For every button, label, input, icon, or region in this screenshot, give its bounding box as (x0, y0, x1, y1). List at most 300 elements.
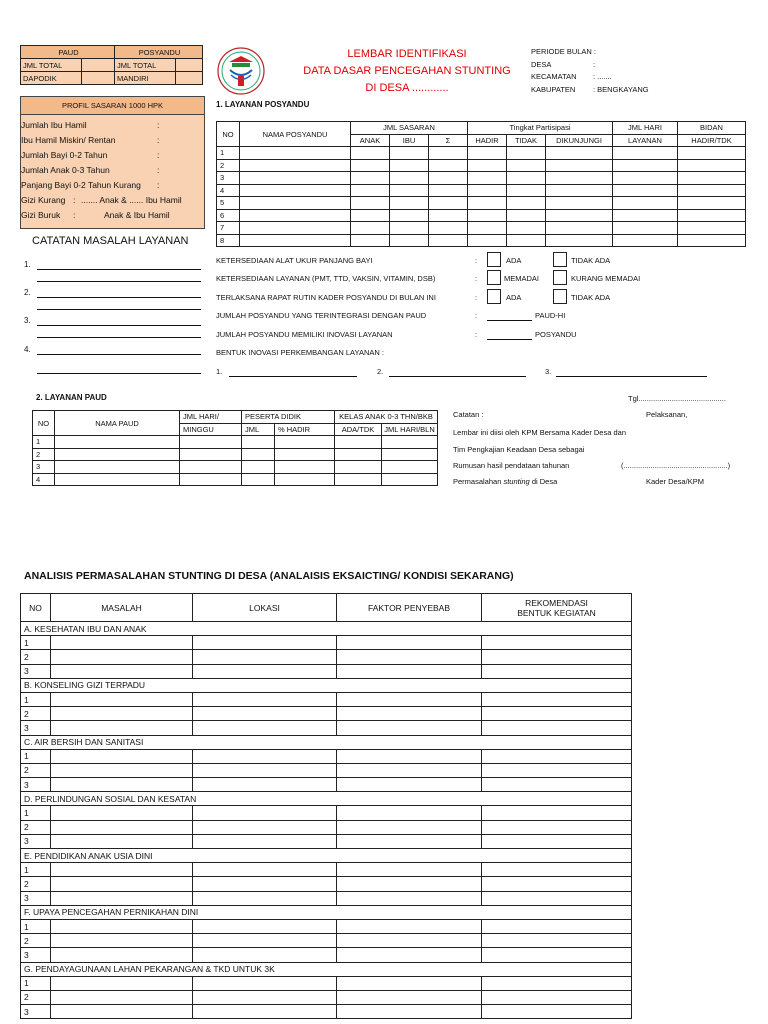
group-title: F. UPAYA PENCEGAHAN PERNIKAHAN DINI (21, 905, 632, 919)
table-cell[interactable] (337, 934, 482, 948)
row-number: 3 (21, 1005, 51, 1019)
table-cell[interactable] (240, 222, 351, 235)
catatan-line[interactable] (37, 325, 201, 326)
row-number: 2 (21, 877, 51, 891)
table-cell[interactable] (193, 721, 337, 735)
table-cell[interactable] (193, 749, 337, 763)
table-cell[interactable] (429, 209, 468, 222)
kemendes-logo-icon (216, 46, 266, 96)
table-cell[interactable] (337, 664, 482, 678)
table-cell[interactable] (429, 184, 468, 197)
table-cell[interactable] (468, 222, 507, 235)
table-cell[interactable] (337, 863, 482, 877)
table-cell[interactable] (337, 749, 482, 763)
row-number: 1 (21, 976, 51, 990)
col-header: NO (217, 122, 240, 147)
table-cell[interactable] (507, 184, 546, 197)
check-option: TIDAK ADA (571, 256, 611, 265)
table-row (21, 919, 632, 933)
table-cell[interactable] (546, 147, 613, 160)
col-header: PESERTA DIDIK (242, 411, 335, 424)
table-cell[interactable] (242, 436, 275, 449)
table-cell[interactable] (51, 1005, 193, 1019)
table-cell[interactable] (337, 692, 482, 706)
table-cell[interactable] (382, 448, 438, 461)
row-number: 3 (21, 721, 51, 735)
table-cell[interactable] (337, 763, 482, 777)
table-cell[interactable] (546, 184, 613, 197)
table-cell[interactable] (613, 184, 678, 197)
table-cell[interactable] (51, 692, 193, 706)
count-input-posyandu[interactable] (487, 339, 532, 340)
table-cell[interactable] (193, 990, 337, 1004)
check-label: TERLAKSANA RAPAT RUTIN KADER POSYANDU DI BULAN INI (216, 293, 436, 302)
table-cell[interactable] (193, 877, 337, 891)
col-header: ADA/TDK (335, 423, 382, 436)
table-cell[interactable] (613, 197, 678, 210)
count-input-paud-hi[interactable] (487, 320, 532, 321)
count-label: JUMLAH POSYANDU MEMILIKI INOVASI LAYANAN (216, 330, 393, 339)
col-header: DIKUNJUNGI (546, 134, 613, 147)
table-cell[interactable] (51, 863, 193, 877)
table-cell[interactable] (482, 976, 632, 990)
table-cell[interactable] (678, 222, 746, 235)
table-cell[interactable] (275, 461, 335, 474)
table-cell[interactable] (51, 948, 193, 962)
table-cell[interactable] (193, 834, 337, 848)
table-row (21, 891, 632, 905)
table-cell[interactable] (240, 234, 351, 247)
table-cell[interactable] (351, 209, 390, 222)
table-cell[interactable] (468, 172, 507, 185)
check-sep: : (475, 274, 478, 283)
table-cell[interactable] (193, 820, 337, 834)
table-cell[interactable] (546, 222, 613, 235)
table-cell[interactable] (351, 197, 390, 210)
table-cell[interactable] (180, 436, 242, 449)
table-cell[interactable] (337, 636, 482, 650)
table-cell[interactable] (678, 234, 746, 247)
table-cell[interactable] (429, 197, 468, 210)
summary-cell: DAPODIK (21, 72, 82, 85)
table-row (33, 461, 438, 474)
row-number: 1 (21, 636, 51, 650)
row-number: 4 (33, 473, 55, 486)
table-cell[interactable] (193, 707, 337, 721)
table-cell[interactable] (546, 234, 613, 247)
summary-input[interactable] (82, 72, 115, 85)
table-cell[interactable] (613, 234, 678, 247)
table-cell[interactable] (482, 721, 632, 735)
table-cell[interactable] (482, 834, 632, 848)
col-header: HADIR/TDK (678, 134, 746, 147)
inovasi-number: 2. (377, 367, 384, 376)
table-cell[interactable] (55, 448, 180, 461)
profil-row: Gizi Buruk : Anak & Ibu Hamil (21, 210, 170, 220)
table-cell[interactable] (482, 948, 632, 962)
col-header: NO (21, 594, 51, 622)
table-cell[interactable] (468, 184, 507, 197)
table-cell[interactable] (337, 778, 482, 792)
table-cell[interactable] (51, 778, 193, 792)
table-cell[interactable] (337, 721, 482, 735)
table-cell[interactable] (482, 664, 632, 678)
table-cell[interactable] (546, 197, 613, 210)
table-cell[interactable] (193, 806, 337, 820)
catatan-line[interactable] (37, 297, 201, 298)
table-cell[interactable] (482, 820, 632, 834)
table-cell[interactable] (240, 184, 351, 197)
inovasi-input[interactable] (389, 376, 526, 377)
table-cell[interactable] (678, 209, 746, 222)
table-cell[interactable] (468, 159, 507, 172)
table-cell[interactable] (507, 197, 546, 210)
col-header: BIDAN (678, 122, 746, 135)
catatan-line[interactable] (37, 337, 201, 338)
row-number: 6 (217, 209, 240, 222)
table-cell[interactable] (240, 197, 351, 210)
table-cell[interactable] (193, 948, 337, 962)
checkbox-ada[interactable] (487, 252, 501, 267)
catatan-title: CATATAN MASALAH LAYANAN (32, 235, 189, 247)
note-line: Rumusan hasil pendataan tahunan (453, 461, 570, 470)
table-cell[interactable] (51, 806, 193, 820)
table-cell[interactable] (351, 147, 390, 160)
table-cell[interactable] (546, 159, 613, 172)
row-number: 1 (217, 147, 240, 160)
col-header: JML (242, 423, 275, 436)
table-cell[interactable] (546, 209, 613, 222)
table-cell[interactable] (337, 891, 482, 905)
table-cell[interactable] (51, 834, 193, 848)
table-cell[interactable] (51, 919, 193, 933)
table-cell[interactable] (382, 461, 438, 474)
table-cell[interactable] (242, 448, 275, 461)
summary-input[interactable] (176, 59, 203, 72)
note-line: Permasalahan stunting di Desa (453, 477, 558, 486)
row-number: 3 (33, 461, 55, 474)
table-cell[interactable] (335, 461, 382, 474)
table-cell[interactable] (482, 707, 632, 721)
table-cell[interactable] (429, 159, 468, 172)
table-cell[interactable] (240, 147, 351, 160)
inovasi-label: BENTUK INOVASI PERKEMBANGAN LAYANAN : (216, 348, 384, 357)
group-title: E. PENDIDIKAN ANAK USIA DINI (21, 849, 632, 863)
table-cell[interactable] (337, 650, 482, 664)
table-row (21, 692, 632, 706)
table-row (21, 806, 632, 820)
table-cell[interactable] (337, 1005, 482, 1019)
table-cell[interactable] (193, 664, 337, 678)
table-cell[interactable] (275, 473, 335, 486)
table-cell[interactable] (275, 448, 335, 461)
row-number: 2 (217, 159, 240, 172)
table-cell[interactable] (351, 234, 390, 247)
table-cell[interactable] (678, 197, 746, 210)
count-suffix: POSYANDU (535, 330, 577, 339)
table-cell[interactable] (351, 172, 390, 185)
table-cell[interactable] (482, 692, 632, 706)
table-cell[interactable] (482, 763, 632, 777)
table-cell[interactable] (55, 436, 180, 449)
table-row (217, 172, 746, 185)
table-cell[interactable] (546, 172, 613, 185)
table-cell[interactable] (51, 877, 193, 891)
table-cell[interactable] (613, 222, 678, 235)
catatan-line[interactable] (37, 281, 201, 282)
catatan-number: 4. (24, 345, 31, 354)
catatan-line[interactable] (37, 354, 201, 355)
table-cell[interactable] (507, 222, 546, 235)
table-cell[interactable] (613, 172, 678, 185)
table-cell[interactable] (193, 934, 337, 948)
table-cell[interactable] (337, 806, 482, 820)
title-line: LEMBAR IDENTIFIKASI (347, 48, 467, 60)
table-cell[interactable] (51, 976, 193, 990)
table-cell[interactable] (55, 473, 180, 486)
table-cell[interactable] (390, 147, 429, 160)
table-cell[interactable] (275, 436, 335, 449)
table-cell[interactable] (678, 159, 746, 172)
row-number: 5 (217, 197, 240, 210)
table-cell[interactable] (390, 184, 429, 197)
table-cell[interactable] (482, 1005, 632, 1019)
table-cell[interactable] (193, 976, 337, 990)
table-row (33, 448, 438, 461)
table-cell[interactable] (335, 473, 382, 486)
table-row (21, 749, 632, 763)
row-number: 2 (21, 990, 51, 1004)
table-cell[interactable] (337, 877, 482, 891)
profil-row: Ibu Hamil Miskin/ Rentan : (21, 135, 160, 145)
table-cell[interactable] (482, 919, 632, 933)
table-cell[interactable] (337, 948, 482, 962)
table-row (21, 820, 632, 834)
table-cell[interactable] (180, 461, 242, 474)
table-cell[interactable] (193, 650, 337, 664)
table-cell[interactable] (613, 159, 678, 172)
table-cell[interactable] (482, 749, 632, 763)
table-cell[interactable] (51, 664, 193, 678)
catatan-label: Catatan : (453, 410, 484, 419)
table-cell[interactable] (390, 172, 429, 185)
analysis-table (20, 593, 632, 1019)
table-cell[interactable] (429, 172, 468, 185)
table-cell[interactable] (240, 159, 351, 172)
table-cell[interactable] (337, 834, 482, 848)
table-cell[interactable] (429, 222, 468, 235)
table-cell[interactable] (507, 172, 546, 185)
table-cell[interactable] (390, 234, 429, 247)
summary-input[interactable] (82, 59, 115, 72)
table-cell[interactable] (337, 820, 482, 834)
check-option: ADA (506, 256, 522, 265)
table-cell[interactable] (678, 172, 746, 185)
table-cell[interactable] (390, 159, 429, 172)
inovasi-input[interactable] (229, 376, 357, 377)
table-cell[interactable] (193, 692, 337, 706)
group-title: B. KONSELING GIZI TERPADU (21, 678, 632, 692)
table-cell[interactable] (678, 147, 746, 160)
table-cell[interactable] (468, 197, 507, 210)
inovasi-number: 3. (545, 367, 552, 376)
table-cell[interactable] (180, 473, 242, 486)
table-cell[interactable] (335, 448, 382, 461)
table-cell[interactable] (507, 234, 546, 247)
table-cell[interactable] (51, 749, 193, 763)
table-cell[interactable] (429, 234, 468, 247)
table-cell[interactable] (382, 436, 438, 449)
pelaksanan-label: Pelaksanan, (646, 410, 688, 419)
kader-label: Kader Desa/KPM (646, 477, 704, 486)
analysis-title: ANALISIS PERMASALAHAN STUNTING DI DESA (ANALAISIS EKSAICTING/ KONDISI SEKARANG) (24, 570, 514, 582)
paud-table (32, 410, 438, 486)
table-cell[interactable] (193, 863, 337, 877)
row-number: 2 (21, 820, 51, 834)
check-option: MEMADAI (504, 274, 540, 283)
table-cell[interactable] (482, 863, 632, 877)
table-cell[interactable] (51, 650, 193, 664)
table-cell[interactable] (51, 891, 193, 905)
table-row (21, 863, 632, 877)
table-cell[interactable] (193, 778, 337, 792)
summary-cell: JML TOTAL (21, 59, 82, 72)
check-label: KETERSEDIAAN LAYANAN (PMT, TTD, VAKSIN, VITAMIN, DSB) (216, 274, 436, 283)
table-cell[interactable] (482, 877, 632, 891)
check-label: KETERSEDIAAN ALAT UKUR PANJANG BAYI (216, 256, 373, 265)
col-header: REKOMENDASI BENTUK KEGIATAN (482, 594, 632, 622)
table-row (217, 197, 746, 210)
table-cell[interactable] (193, 891, 337, 905)
inovasi-input[interactable] (556, 376, 707, 377)
row-number: 2 (21, 650, 51, 664)
table-cell[interactable] (337, 919, 482, 933)
table-cell[interactable] (482, 806, 632, 820)
table-row (217, 159, 746, 172)
table-cell[interactable] (468, 209, 507, 222)
checkbox-tidak-ada[interactable] (553, 289, 567, 304)
table-cell[interactable] (351, 222, 390, 235)
table-cell[interactable] (51, 721, 193, 735)
table-cell[interactable] (390, 209, 429, 222)
catatan-line[interactable] (37, 269, 201, 270)
row-number: 3 (21, 834, 51, 848)
table-cell[interactable] (507, 147, 546, 160)
table-row (21, 834, 632, 848)
table-cell[interactable] (468, 147, 507, 160)
catatan-line[interactable] (37, 309, 201, 310)
table-cell[interactable] (337, 707, 482, 721)
group-header-row (21, 792, 632, 806)
table-cell[interactable] (390, 197, 429, 210)
table-cell[interactable] (180, 448, 242, 461)
summary-header-paud: PAUD (21, 46, 115, 59)
table-cell[interactable] (55, 461, 180, 474)
row-number: 7 (217, 222, 240, 235)
table-cell[interactable] (678, 184, 746, 197)
checkbox-memadai[interactable] (487, 270, 501, 285)
table-cell[interactable] (507, 159, 546, 172)
table-cell[interactable] (335, 436, 382, 449)
summary-cell: MANDIRI (115, 72, 176, 85)
table-cell[interactable] (482, 990, 632, 1004)
signature-field[interactable]: (..................................................) (621, 461, 731, 470)
table-cell[interactable] (51, 820, 193, 834)
summary-box (20, 45, 203, 85)
table-cell[interactable] (51, 990, 193, 1004)
col-header: LOKASI (193, 594, 337, 622)
table-cell[interactable] (429, 147, 468, 160)
row-number: 3 (217, 172, 240, 185)
table-cell[interactable] (482, 891, 632, 905)
table-cell[interactable] (468, 234, 507, 247)
table-cell[interactable] (482, 650, 632, 664)
checkbox-ada[interactable] (487, 289, 501, 304)
table-cell[interactable] (193, 763, 337, 777)
table-cell[interactable] (482, 778, 632, 792)
col-header: NAMA POSYANDU (240, 122, 351, 147)
table-cell[interactable] (51, 707, 193, 721)
section-title-paud: 2. LAYANAN PAUD (36, 393, 107, 402)
checkbox-tidak-ada[interactable] (553, 252, 567, 267)
table-cell[interactable] (507, 209, 546, 222)
table-row (21, 636, 632, 650)
table-cell[interactable] (242, 461, 275, 474)
table-row (33, 436, 438, 449)
checkbox-kurang-memadai[interactable] (553, 270, 567, 285)
table-cell[interactable] (613, 209, 678, 222)
table-cell[interactable] (193, 636, 337, 650)
table-cell[interactable] (337, 990, 482, 1004)
table-cell[interactable] (242, 473, 275, 486)
tgl-field[interactable]: Tgl.......................................... (628, 394, 726, 403)
title-line: DATA DASAR PENCEGAHAN STUNTING (303, 65, 511, 77)
table-cell[interactable] (240, 172, 351, 185)
table-cell[interactable] (193, 919, 337, 933)
col-header: NO (33, 411, 55, 436)
row-number: 1 (21, 806, 51, 820)
table-cell[interactable] (240, 209, 351, 222)
table-cell[interactable] (51, 934, 193, 948)
table-cell[interactable] (51, 636, 193, 650)
table-row (21, 763, 632, 777)
table-cell[interactable] (390, 222, 429, 235)
table-cell[interactable] (193, 1005, 337, 1019)
check-option: ADA (506, 293, 522, 302)
table-cell[interactable] (337, 976, 482, 990)
col-header: Σ (429, 134, 468, 147)
table-cell[interactable] (51, 763, 193, 777)
catatan-number: 1. (24, 260, 31, 269)
table-cell[interactable] (613, 147, 678, 160)
posyandu-table (216, 121, 746, 247)
group-header-row (21, 962, 632, 976)
table-cell[interactable] (482, 636, 632, 650)
col-header: JML HARI/BLN (382, 423, 438, 436)
table-cell[interactable] (351, 184, 390, 197)
inovasi-number: 1. (216, 367, 223, 376)
table-cell[interactable] (351, 159, 390, 172)
group-title: D. PERLINDUNGAN SOSIAL DAN KESATAN (21, 792, 632, 806)
row-number: 1 (21, 863, 51, 877)
summary-input[interactable] (176, 72, 203, 85)
check-option: KURANG MEMADAI (571, 274, 641, 283)
catatan-line[interactable] (37, 373, 201, 374)
row-number: 2 (21, 707, 51, 721)
row-number: 1 (21, 919, 51, 933)
table-cell[interactable] (382, 473, 438, 486)
table-cell[interactable] (482, 934, 632, 948)
